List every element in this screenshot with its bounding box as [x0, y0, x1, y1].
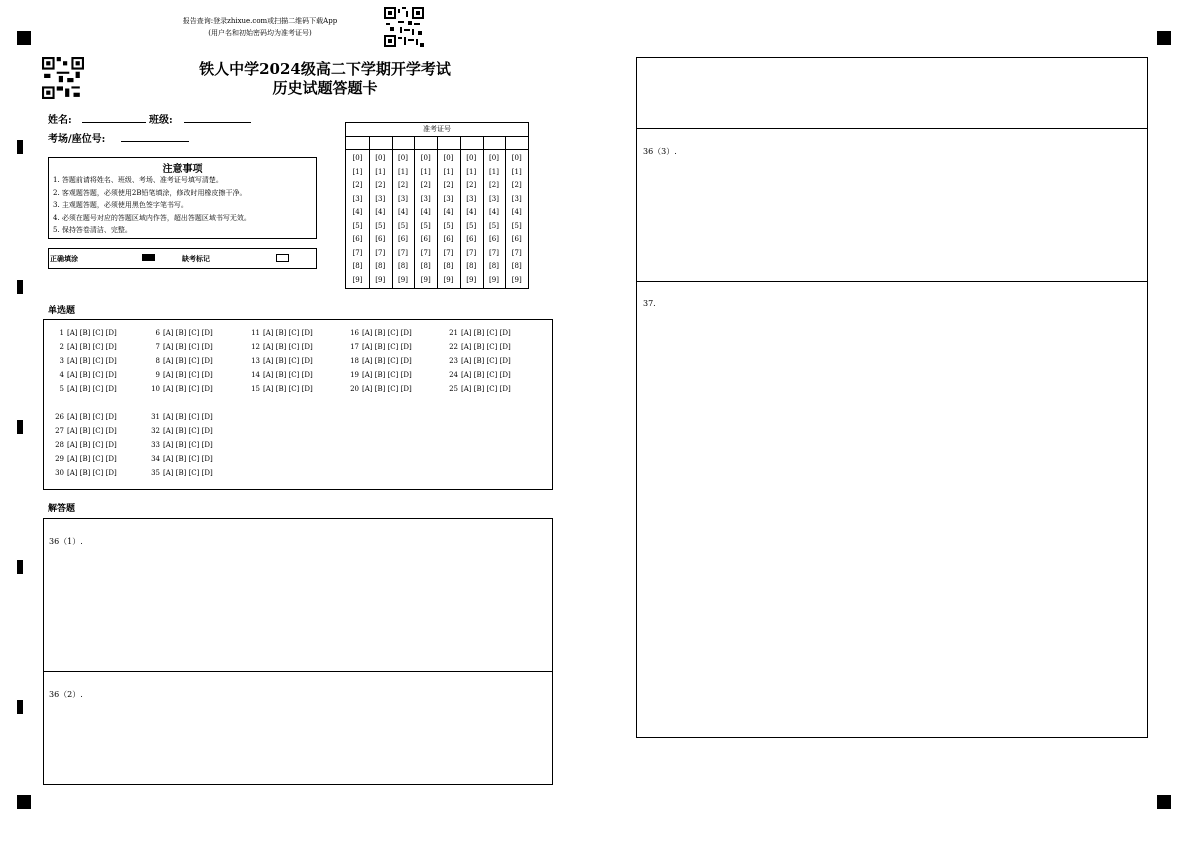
- question-row[interactable]: [52, 469, 117, 477]
- admission-digit-bubble[interactable]: [7]: [375, 248, 386, 257]
- question-row[interactable]: [347, 343, 412, 351]
- answer-options[interactable]: [A] [B] [C] [D]: [67, 371, 117, 379]
- question-number: 9: [155, 371, 160, 379]
- admission-digit-bubble[interactable]: [0]: [511, 154, 522, 162]
- admission-digit-bubble[interactable]: [8]: [443, 262, 454, 270]
- question-number: 27: [55, 427, 64, 435]
- question-number: 12: [251, 343, 260, 351]
- question-number: 22: [449, 343, 458, 351]
- registration-mark-top-left: [17, 31, 31, 45]
- question-number: 15: [251, 385, 260, 393]
- question-number: 31: [151, 413, 160, 421]
- admission-digit-bubble[interactable]: [2]: [443, 181, 454, 189]
- admission-digit-bubble[interactable]: [2]: [420, 181, 431, 189]
- admission-digit-bubble[interactable]: [8]: [466, 262, 477, 270]
- question-row[interactable]: [347, 371, 412, 379]
- admission-digit-bubble[interactable]: [3]: [443, 194, 454, 203]
- timing-mark: [17, 280, 23, 294]
- question-number: 4: [59, 371, 64, 379]
- admission-digit-bubble[interactable]: [8]: [352, 262, 363, 270]
- question-number: 16: [350, 329, 359, 337]
- admission-digit-bubble[interactable]: [2]: [352, 181, 363, 189]
- admission-digit-bubble[interactable]: [9]: [489, 275, 499, 284]
- seat-field[interactable]: [121, 141, 189, 142]
- admission-digit-bubble[interactable]: [8]: [489, 262, 499, 270]
- question-row[interactable]: [148, 357, 213, 365]
- answer-options[interactable]: [A] [B] [C] [D]: [163, 413, 213, 421]
- answer-options[interactable]: [A] [B] [C] [D]: [67, 357, 117, 365]
- registration-mark-top-right: [1157, 31, 1171, 45]
- answer-options[interactable]: [A] [B] [C] [D]: [67, 329, 117, 337]
- single-choice-area: [43, 319, 553, 490]
- admission-digit-bubble[interactable]: [1]: [511, 167, 522, 176]
- admission-digit-bubble[interactable]: [0]: [352, 154, 363, 162]
- question-number: 33: [151, 441, 160, 449]
- answer-options[interactable]: [A] [B] [C] [D]: [67, 413, 117, 421]
- notice-title: 注意事项: [162, 164, 203, 175]
- answer-options[interactable]: [A] [B] [C] [D]: [263, 357, 313, 365]
- admission-digit-bubble[interactable]: [7]: [443, 248, 454, 257]
- question-row[interactable]: [52, 357, 117, 365]
- admission-digit-bubble[interactable]: [1]: [398, 167, 408, 176]
- correct-fill-label: 正确填涂: [50, 254, 78, 263]
- timing-mark: [17, 700, 23, 714]
- timing-mark: [17, 420, 23, 434]
- question-row[interactable]: [148, 413, 213, 421]
- question-number: 3: [59, 357, 64, 365]
- question-number: 20: [350, 385, 359, 393]
- question-row[interactable]: [148, 441, 213, 449]
- timing-mark: [17, 140, 23, 154]
- question-row[interactable]: [446, 357, 511, 365]
- admission-digit-bubble[interactable]: [6]: [466, 235, 477, 243]
- answer-options[interactable]: [A] [B] [C] [D]: [362, 329, 412, 337]
- class-field[interactable]: [184, 122, 251, 123]
- admission-digit-bubble[interactable]: [7]: [489, 248, 499, 257]
- admission-digit-bubble[interactable]: [2]: [466, 181, 477, 189]
- admission-digit-bubble[interactable]: [0]: [489, 154, 499, 162]
- question-label: 36（1）.: [49, 537, 83, 546]
- admission-digit-bubble[interactable]: [0]: [443, 154, 454, 162]
- admission-digit-bubble[interactable]: [6]: [398, 235, 408, 243]
- question-label: 37.: [643, 299, 656, 308]
- admission-digit-bubble[interactable]: [0]: [466, 154, 477, 162]
- admission-digit-bubble[interactable]: [9]: [398, 275, 408, 284]
- admission-digit-bubble[interactable]: [7]: [511, 248, 522, 257]
- name-field[interactable]: [82, 122, 146, 123]
- question-number: 26: [55, 413, 64, 421]
- admission-digit-bubble[interactable]: [9]: [375, 275, 386, 284]
- question-row[interactable]: [148, 343, 213, 351]
- question-number: 10: [151, 385, 160, 393]
- admission-digit-bubble[interactable]: [5]: [398, 221, 408, 230]
- admission-digit-bubble[interactable]: [1]: [443, 167, 454, 176]
- question-number: 21: [449, 329, 458, 337]
- admission-digit-bubble[interactable]: [9]: [352, 275, 363, 284]
- qr-code-icon: [384, 7, 424, 47]
- class-label: 班级:: [149, 115, 173, 126]
- notice-item: 4. 必须在题号对应的答题区域内作答，超出答题区域书写无效。: [53, 213, 251, 222]
- question-row[interactable]: [248, 357, 313, 365]
- question-row[interactable]: [52, 413, 117, 421]
- admission-digit-bubble[interactable]: [3]: [420, 194, 431, 203]
- admission-digit-bubble[interactable]: [3]: [375, 194, 386, 203]
- answer-options[interactable]: [A] [B] [C] [D]: [163, 385, 213, 393]
- answer-options[interactable]: [A] [B] [C] [D]: [263, 329, 313, 337]
- report-query-note: (用户名和初始密码均为准考证号): [208, 29, 312, 37]
- answer-options[interactable]: [A] [B] [C] [D]: [263, 371, 313, 379]
- notice-item: 5. 保持答卷清洁、完整。: [53, 226, 132, 234]
- admission-digit-bubble[interactable]: [4]: [511, 208, 522, 216]
- admission-digit-bubble[interactable]: [3]: [511, 194, 522, 203]
- question-number: 35: [151, 469, 160, 477]
- admission-digit-bubble[interactable]: [6]: [420, 235, 431, 243]
- question-number: 2: [59, 343, 64, 351]
- answer-options[interactable]: [A] [B] [C] [D]: [163, 427, 213, 435]
- answer-options[interactable]: [A] [B] [C] [D]: [163, 371, 213, 379]
- notice-item: 3. 主观题答题，必须使用黑色签字笔书写。: [53, 201, 188, 209]
- admission-digit-bubble[interactable]: [6]: [511, 235, 522, 243]
- question-row[interactable]: [148, 385, 213, 393]
- question-row[interactable]: [446, 343, 511, 351]
- answer-options[interactable]: [A] [B] [C] [D]: [362, 371, 412, 379]
- answer-options[interactable]: [A] [B] [C] [D]: [67, 441, 117, 449]
- admission-digit-bubble[interactable]: [2]: [398, 181, 408, 189]
- admission-digit-bubble[interactable]: [8]: [375, 262, 386, 270]
- question-row[interactable]: [52, 441, 117, 449]
- question-number: 7: [155, 343, 160, 351]
- answer-options[interactable]: [A] [B] [C] [D]: [263, 385, 313, 393]
- question-row[interactable]: [446, 371, 511, 379]
- question-row[interactable]: [347, 385, 412, 393]
- admission-digit-bubble[interactable]: [1]: [352, 167, 363, 176]
- single-choice-heading: 单选题: [48, 306, 76, 316]
- question-row[interactable]: [347, 329, 412, 337]
- name-label: 姓名:: [48, 115, 72, 126]
- report-query-line: 报告查询:登录zhixue.com或扫描二维码下载App: [182, 17, 338, 25]
- question-number: 34: [151, 455, 160, 463]
- answer-options[interactable]: [A] [B] [C] [D]: [461, 371, 511, 379]
- admission-digit-bubble[interactable]: [7]: [398, 248, 408, 257]
- admission-digit-bubble[interactable]: [5]: [443, 221, 454, 230]
- question-row[interactable]: [446, 385, 511, 393]
- question-number: 5: [59, 385, 64, 393]
- answer-options[interactable]: [A] [B] [C] [D]: [461, 329, 511, 337]
- answer-box-37[interactable]: [636, 281, 1148, 738]
- question-number: 8: [155, 357, 160, 365]
- question-row[interactable]: [248, 329, 313, 337]
- answer-box-continued[interactable]: [636, 57, 1148, 129]
- question-row[interactable]: [52, 329, 117, 337]
- answer-options[interactable]: [A] [B] [C] [D]: [163, 343, 213, 351]
- question-row[interactable]: [148, 329, 213, 337]
- question-number: 28: [55, 441, 64, 449]
- question-row[interactable]: [446, 329, 511, 337]
- admission-digit-bubble[interactable]: [7]: [466, 248, 477, 257]
- answer-options[interactable]: [A] [B] [C] [D]: [362, 385, 412, 393]
- question-row[interactable]: [52, 371, 117, 379]
- question-label: 36（3）.: [643, 147, 677, 156]
- admission-digit-bubble[interactable]: [7]: [352, 248, 363, 257]
- question-number: 24: [449, 371, 458, 379]
- answer-options[interactable]: [A] [B] [C] [D]: [67, 455, 117, 463]
- admission-digit-bubble[interactable]: [0]: [420, 154, 431, 162]
- admission-digit-bubble[interactable]: [2]: [375, 181, 386, 189]
- absent-mark-box[interactable]: [276, 254, 289, 262]
- admission-digit-bubble[interactable]: [4]: [352, 208, 363, 216]
- question-number: 19: [350, 371, 359, 379]
- admission-digit-bubble[interactable]: [4]: [398, 208, 408, 216]
- admission-digit-bubble[interactable]: [5]: [352, 221, 363, 230]
- admission-digit-bubble[interactable]: [9]: [511, 275, 522, 284]
- answer-options[interactable]: [A] [B] [C] [D]: [163, 441, 213, 449]
- admission-digit-bubble[interactable]: [4]: [489, 208, 499, 216]
- admission-number-label: 准考证号: [346, 123, 528, 137]
- fill-legend: [48, 248, 317, 269]
- admission-digit-bubble[interactable]: [5]: [466, 221, 477, 230]
- answer-options[interactable]: [A] [B] [C] [D]: [461, 385, 511, 393]
- admission-digit-bubble[interactable]: [6]: [489, 235, 499, 243]
- timing-mark: [17, 560, 23, 574]
- answer-options[interactable]: [A] [B] [C] [D]: [67, 343, 117, 351]
- question-number: 1: [59, 329, 64, 337]
- question-label: 36（2）.: [49, 690, 83, 699]
- question-number: 14: [251, 371, 260, 379]
- question-number: 32: [151, 427, 160, 435]
- admission-digit-bubble[interactable]: [0]: [398, 154, 408, 162]
- answer-options[interactable]: [A] [B] [C] [D]: [67, 385, 117, 393]
- answer-box-36-2[interactable]: [43, 671, 553, 785]
- admission-digit-bubble[interactable]: [6]: [375, 235, 386, 243]
- question-number: 29: [55, 455, 64, 463]
- admission-digit-bubble[interactable]: [3]: [466, 194, 477, 203]
- admission-digit-bubble[interactable]: [8]: [511, 262, 522, 270]
- question-number: 11: [251, 329, 260, 337]
- question-number: 17: [350, 343, 359, 351]
- admission-digit-bubble[interactable]: [9]: [466, 275, 477, 284]
- answer-options[interactable]: [A] [B] [C] [D]: [163, 357, 213, 365]
- admission-digit-bubble[interactable]: [1]: [375, 167, 386, 176]
- question-row[interactable]: [52, 455, 117, 463]
- answer-box-36-3[interactable]: [636, 128, 1148, 282]
- admission-digit-bubble[interactable]: [7]: [420, 248, 431, 257]
- notice-item: 2. 客观题答题，必须使用2B铅笔填涂，修改时用橡皮擦干净。: [53, 188, 247, 197]
- admission-digit-bubble[interactable]: [3]: [398, 194, 408, 203]
- admission-digit-bubble[interactable]: [4]: [375, 208, 386, 216]
- admission-digit-bubble[interactable]: [6]: [352, 235, 363, 243]
- admission-digit-bubble[interactable]: [5]: [489, 221, 499, 230]
- question-row[interactable]: [52, 343, 117, 351]
- admission-digit-bubble[interactable]: [5]: [375, 221, 386, 230]
- question-row[interactable]: [148, 427, 213, 435]
- admission-number-grid: [345, 122, 529, 289]
- admission-digit-bubble[interactable]: [3]: [489, 194, 499, 203]
- qr-code-icon: [42, 57, 84, 99]
- question-number: 13: [251, 357, 260, 365]
- admission-digit-bubble[interactable]: [4]: [443, 208, 454, 216]
- card-title: 历史试题答题卡: [272, 79, 378, 97]
- admission-digit-bubble[interactable]: [4]: [466, 208, 477, 216]
- filled-sample: [142, 254, 155, 261]
- question-row[interactable]: [148, 455, 213, 463]
- admission-digit-bubble[interactable]: [0]: [375, 154, 386, 162]
- question-number: 25: [449, 385, 458, 393]
- answer-box-36-1[interactable]: [43, 518, 553, 672]
- notice-item: 1. 答题前请将姓名、班级、考场、准考证号填写清楚。: [53, 176, 223, 184]
- answer-options[interactable]: [A] [B] [C] [D]: [67, 427, 117, 435]
- question-number: 6: [155, 329, 160, 337]
- question-row[interactable]: [248, 371, 313, 379]
- exam-title: 铁人中学2024级高二下学期开学考试: [199, 60, 451, 78]
- admission-digit-bubble[interactable]: [9]: [420, 275, 431, 284]
- question-row[interactable]: [52, 427, 117, 435]
- notice-box: [48, 157, 317, 239]
- registration-mark-bottom-right: [1157, 795, 1171, 809]
- question-row[interactable]: [347, 357, 412, 365]
- answer-options[interactable]: [A] [B] [C] [D]: [461, 357, 511, 365]
- answers-heading: 解答题: [48, 504, 76, 514]
- admission-digit-bubble[interactable]: [5]: [511, 221, 522, 230]
- question-row[interactable]: [148, 469, 213, 477]
- answer-options[interactable]: [A] [B] [C] [D]: [163, 455, 213, 463]
- admission-digit-bubble[interactable]: [2]: [489, 181, 499, 189]
- answer-options[interactable]: [A] [B] [C] [D]: [362, 357, 412, 365]
- admission-digit-bubble[interactable]: [1]: [489, 167, 499, 176]
- answer-options[interactable]: [A] [B] [C] [D]: [263, 343, 313, 351]
- answer-options[interactable]: [A] [B] [C] [D]: [163, 469, 213, 477]
- answer-options[interactable]: [A] [B] [C] [D]: [163, 329, 213, 337]
- admission-digit-bubble[interactable]: [5]: [420, 221, 431, 230]
- question-row[interactable]: [248, 385, 313, 393]
- question-number: 23: [449, 357, 458, 365]
- question-number: 18: [350, 357, 359, 365]
- absent-mark-label: 缺考标记: [182, 254, 210, 263]
- admission-digit-bubble[interactable]: [8]: [398, 262, 408, 270]
- question-row[interactable]: [52, 385, 117, 393]
- question-number: 30: [55, 469, 64, 477]
- admission-digit-bubble[interactable]: [3]: [352, 194, 363, 203]
- admission-digit-bubble[interactable]: [9]: [443, 275, 454, 284]
- answer-options[interactable]: [A] [B] [C] [D]: [461, 343, 511, 351]
- answer-options[interactable]: [A] [B] [C] [D]: [362, 343, 412, 351]
- question-row[interactable]: [148, 371, 213, 379]
- admission-digit-bubble[interactable]: [2]: [511, 181, 522, 189]
- answer-options[interactable]: [A] [B] [C] [D]: [67, 469, 117, 477]
- seat-label: 考场/座位号:: [48, 134, 106, 145]
- admission-digit-bubble[interactable]: [1]: [466, 167, 477, 176]
- admission-digit-bubble[interactable]: [6]: [443, 235, 454, 243]
- registration-mark-bottom-left: [17, 795, 31, 809]
- admission-digit-bubble[interactable]: [1]: [420, 167, 431, 176]
- admission-digit-bubble[interactable]: [4]: [420, 208, 431, 216]
- admission-digit-bubble[interactable]: [8]: [420, 262, 431, 270]
- question-row[interactable]: [248, 343, 313, 351]
